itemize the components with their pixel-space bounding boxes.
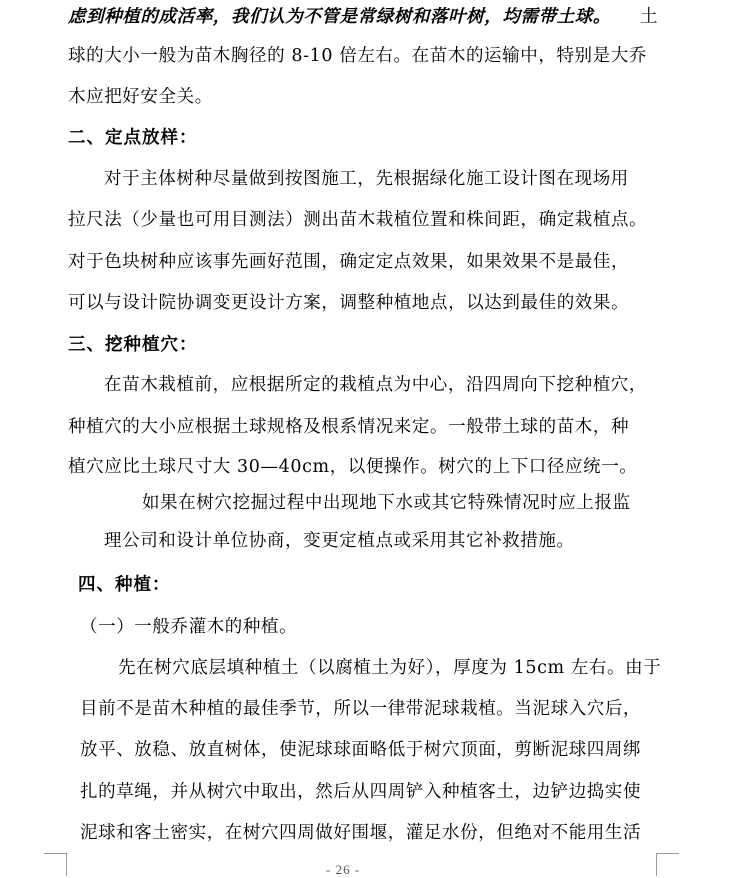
text-line: 可以与设计院协调变更设计方案，调整种植地点，以达到最佳的效果。 xyxy=(68,293,630,313)
subsection-heading: （一）一般乔灌木的种植。 xyxy=(80,617,298,637)
text-line: 如果在树穴挖掘过程中出现地下水或其它特殊情况时应上报监 xyxy=(142,493,631,513)
crop-mark-right-top xyxy=(656,853,679,855)
text-line: 木应把好安全关。 xyxy=(68,87,213,107)
text-line: 球的大小一般为苗木胸径的 8-10 倍左右。在苗木的运输中，特别是大乔 xyxy=(68,46,647,66)
page-number: - 26 - xyxy=(326,862,361,877)
text-line: 先在树穴底层填种植土（以腐植土为好），厚度为 15cm 左右。由于 xyxy=(118,658,662,678)
text-line: 放平、放稳、放直树体，使泥球球面略低于树穴顶面，剪断泥球四周绑 xyxy=(80,740,642,760)
text-line: 植穴应比土球尺寸大 30—40cm，以便操作。树穴的上下口径应统一。 xyxy=(68,457,638,477)
text-line: 理公司和设计单位协商，变更定植点或采用其它补救措施。 xyxy=(104,531,575,551)
section-heading: 四、种植： xyxy=(78,575,171,595)
text-line: 泥球和客土密实，在树穴四周做好围堰，灌足水份，但绝对不能用生活 xyxy=(80,823,642,843)
crop-mark-left-top xyxy=(44,853,67,855)
text-line-bold-italic: 虑到种植的成活率，我们认为不管是常绿树和落叶树，均需带土球。 xyxy=(68,7,611,27)
text-line: 目前不是苗木种植的最佳季节，所以一律带泥球栽植。当泥球入穴后， xyxy=(80,699,642,719)
crop-mark-left xyxy=(44,854,67,876)
text-line: 扎的草绳，并从树穴中取出，然后从四周铲入种植客土，边铲边捣实使 xyxy=(80,782,642,802)
crop-mark-right xyxy=(656,854,679,876)
text-line: 种植穴的大小应根据土球规格及根系情况来定。一般带土球的苗木，种 xyxy=(68,417,630,437)
section-heading: 三、挖种植穴： xyxy=(68,335,198,355)
text-line: 拉尺法（少量也可用目测法）测出苗木栽植位置和株间距，确定栽植点。 xyxy=(68,210,648,230)
text-line: 对于主体树种尽量做到按图施工，先根据绿化施工设计图在现场用 xyxy=(104,169,629,189)
text-line: 在苗木栽植前，应根据所定的栽植点为中心，沿四周向下挖种植穴， xyxy=(104,375,647,395)
text-line: 土 xyxy=(640,7,659,27)
section-heading: 二、定点放样： xyxy=(68,128,198,148)
text-line: 对于色块树种应该事先画好范围，确定定点效果，如果效果不是最佳， xyxy=(68,252,630,272)
